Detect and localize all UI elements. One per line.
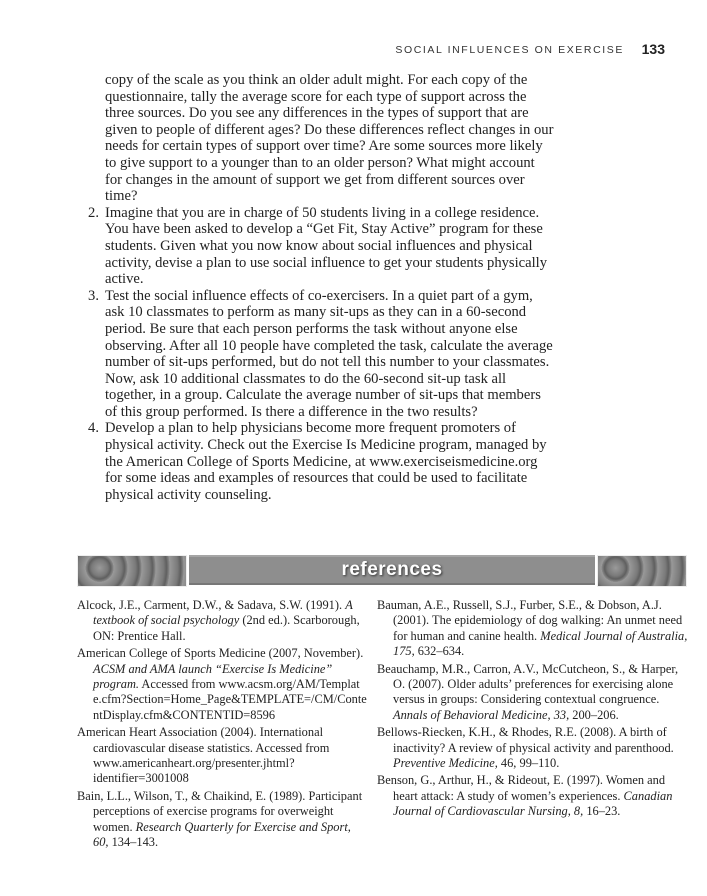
reference-entry: [377, 598, 689, 660]
item-number: 3.: [88, 287, 99, 304]
exercise-item: [75, 420, 555, 503]
page-number: 133: [641, 41, 665, 57]
item-text: Develop a plan to help physicians become more frequent promoters of physical activity. Check out the Exercise Is Medicine program, managed by the American College of Sports Medicine, at www.exerciseismedicine.org for some ideas and examples of resources that could be used to facilitate physical activity counseling.: [105, 420, 547, 503]
reference-entry: [377, 662, 689, 724]
ref-title: Annals of Behavioral Medicine, 33,: [393, 707, 570, 722]
banner-title-bar: [189, 555, 595, 585]
ref-text: American College of Sports Medicine (2007, November).: [77, 646, 364, 661]
ref-text: 46, 99–110.: [497, 756, 560, 771]
running-head-title: SOCIAL INFLUENCES ON EXERCISE: [395, 44, 624, 56]
item-text: Imagine that you are in charge of 50 students living in a college residence. You have been asked to develop a “Get Fit, Stay Active” program for these students. Given what you now know about social influences and physical activity, devise a plan to use social influence to get your students physically active.: [105, 204, 548, 288]
ref-text: Beauchamp, M.R., Carron, A.V., McCutcheon, S., & Harper, O. (2007). Older adults’ preferences for exercising alone versus in groups: Considering contextual congruence.: [377, 661, 679, 707]
running-head: [0, 40, 707, 60]
exercise-item: [75, 288, 555, 421]
references-column-right: [377, 598, 689, 822]
reference-entry: [377, 773, 689, 819]
ref-title: Preventive Medicine,: [393, 756, 498, 771]
ref-title: Canadian Journal of Cardiovascular Nursing, 8,: [393, 788, 673, 819]
reference-entry: [77, 725, 367, 787]
ref-text: Benson, G., Arthur, H., & Rideout, E. (1997). Women and heart attack: A study of women’s experiences.: [377, 773, 666, 803]
ref-title: Research Quarterly for Exercise and Sport, 60,: [93, 819, 351, 850]
ref-title: Medical Journal of Australia, 175,: [393, 628, 688, 659]
section-heading: references: [341, 559, 443, 580]
ref-text: Bellows-Riecken, K.H., & Rhodes, R.E. (2008). A birth of inactivity? A review of physical activity and parenthood.: [377, 725, 674, 755]
reference-entry: [77, 646, 367, 723]
exercise-list: [75, 72, 555, 503]
references-column-left: [77, 598, 367, 853]
ref-text: Alcock, J.E., Carment, D.W., & Sadava, S.W. (1991).: [77, 598, 346, 612]
exercise-item: [75, 205, 555, 288]
item-number: 4.: [88, 420, 99, 437]
reference-entry: [77, 598, 367, 644]
ref-text: (2nd ed.). Scarborough, ON: Prentice Hall.: [93, 613, 360, 643]
references-banner: [77, 555, 687, 585]
ref-text: Accessed from www.acsm.org/AM/Template.cfm?Section=Home_Page&TEMPLATE=/CM/ContentDisplay.cfm&CONTENTID=8596: [93, 677, 367, 722]
ref-text: 200–206.: [569, 707, 619, 722]
ref-title: A textbook of social psychology: [93, 598, 353, 628]
exercise-continuation: copy of the scale as you think an older adult might. For each copy of the questionnaire, tally the average score for each type of support across the three sources. Do you see any differences in the types of support that are given to people of different ages? Do these differences reflect changes in our needs for certain types of support over time? Are some sources more likely to give support to a younger than to an older person? What might account for changes in the amount of support we get from different sources over time?: [105, 72, 554, 205]
item-text: Test the social influence effects of co-exercisers. In a quiet part of a gym, ask 10 classmates to perform as many sit-ups as they can in a 60-second period. Be sure that each person performs the task without anyone else observing. After all 10 people have completed the task, calculate the average number of sit-ups performed, but do not tell this number to your classmates. Now, ask 10 additional classmates to do the 60-second sit-up task all together, in a group. Calculate the average number of sit-ups that members of this group performed. Is there a difference in the two results?: [105, 287, 553, 420]
ref-text: American Heart Association (2004). International cardiovascular disease statistics. Accessed from www.americanheart.org/presenter.jhtml?identifier=3001008: [77, 725, 330, 786]
reference-entry: [77, 789, 367, 851]
stones-image-right: [597, 555, 687, 587]
ref-text: Bauman, A.E., Russell, S.J., Furber, S.E., & Dobson, A.J. (2001). The epidemiology of dog walking: An unmet need for human and canine health.: [377, 598, 683, 643]
ref-title: ACSM and AMA launch “Exercise Is Medicine” program.: [93, 661, 333, 692]
item-number: 2.: [88, 204, 99, 221]
reference-entry: [377, 725, 689, 771]
ref-text: 16–23.: [583, 804, 621, 819]
ref-text: 632–634.: [414, 644, 465, 659]
stones-image-left: [77, 555, 187, 587]
ref-text: 134–143.: [108, 835, 159, 850]
ref-text: Bain, L.L., Wilson, T., & Chaikind, E. (1989). Participant perceptions of exercise programs for overweight women.: [77, 788, 363, 834]
